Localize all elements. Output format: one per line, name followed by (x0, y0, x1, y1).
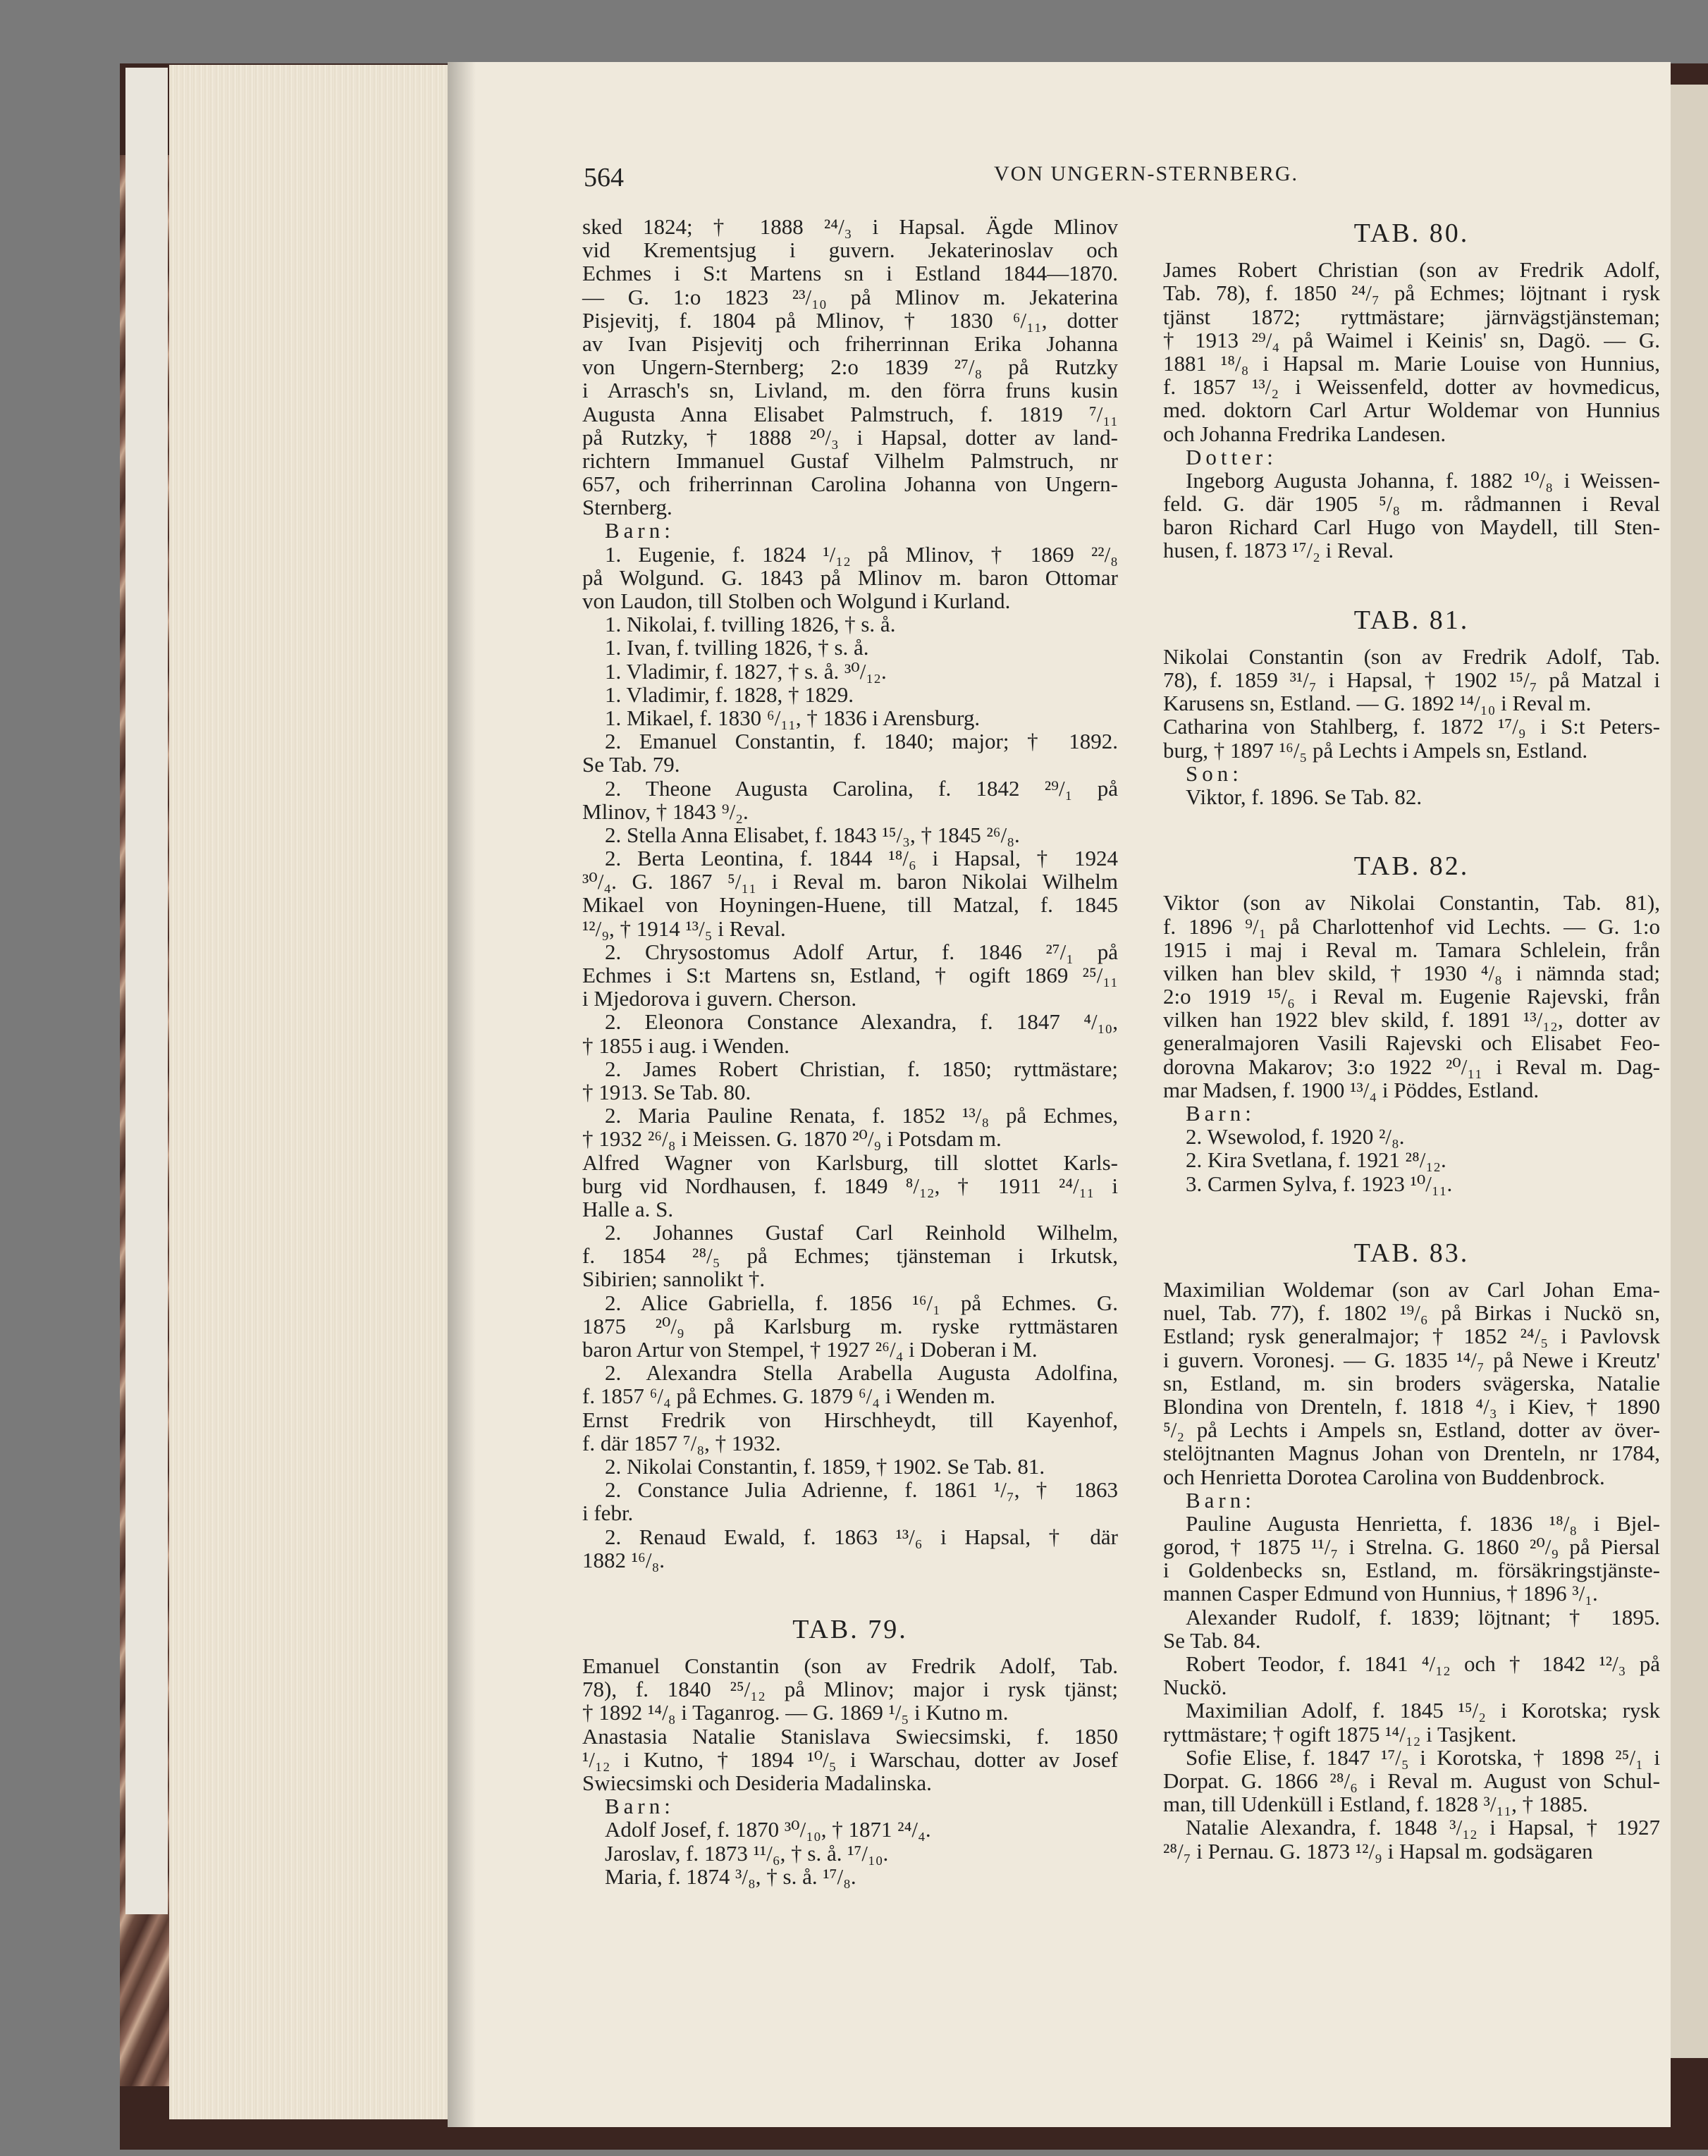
text-line: i Goldenbecks sn, Estland, m. försäkringstjänste- (1163, 1558, 1660, 1583)
text-line: Adolf Josef, f. 1870 ³⁰/₁₀, † 1871 ²⁴/₄. (605, 1817, 931, 1842)
text-line: nuel, Tab. 77), f. 1802 ¹⁹/₆ på Birkas i Nuckö sn, (1163, 1300, 1660, 1326)
spine-edge (125, 68, 168, 1914)
text-line: † 1932 ²⁶/₈ i Meissen. G. 1870 ²⁰/₉ i Potsdam m. (582, 1126, 1002, 1152)
tab81-title: TAB. 81. (1353, 605, 1470, 635)
spacer (1163, 808, 1660, 855)
text-line: Ingeborg Augusta Johanna, f. 1882 ¹⁰/₈ i Weissen- (1186, 467, 1660, 493)
text-line: baron Richard Carl Hugo von Maydell, till Sten- (1163, 515, 1660, 540)
text-line: — G. 1:o 1823 ²³/₁₀ på Mlinov m. Jekaterina (582, 284, 1118, 309)
text-line: ²⁸/₇ i Pernau. G. 1873 ¹²/₉ i Hapsal m. godsägaren (1163, 1838, 1593, 1864)
text-line: på Wolgund. G. 1843 på Mlinov m. baron Ottomar (582, 565, 1118, 590)
text-line: Maximilian Woldemar (son av Carl Johan Ema- (1163, 1277, 1660, 1302)
text-line: 2. Alexandra Stella Arabella Augusta Adolfina, (605, 1360, 1118, 1386)
text-line: ⁵/₂ på Lechts i Ampels sn, Estland, dotter av över- (1163, 1417, 1660, 1443)
text-line: Tab. 78), f. 1850 ²⁴/₇ på Echmes; löjtnant i rysk (1163, 281, 1660, 306)
text-line: 1882 ¹⁶/₈. (582, 1547, 665, 1572)
text-line: Swiecsimski och Desideria Madalinska. (582, 1770, 932, 1796)
text-line: Augusta Anna Elisabet Palmstruch, f. 1819 ⁷/₁₁ (582, 401, 1118, 426)
text-line: Se Tab. 84. (1163, 1627, 1261, 1653)
text-line: 2. Wsewolod, f. 1920 ²/₈. (1186, 1124, 1405, 1150)
text-line: burg vid Nordhausen, f. 1849 ⁸/₁₂, † 1911 ²⁴/₁₁ i (582, 1173, 1118, 1198)
text-line: 78), f. 1840 ²⁵/₁₂ på Mlinov; major i rysk tjänst; (582, 1677, 1118, 1702)
text-line: i febr. (582, 1501, 634, 1526)
text-line: Son: (1186, 760, 1243, 786)
text-line: f. 1857 ¹³/₂ i Weissenfeld, dotter av hovmedicus, (1163, 374, 1660, 400)
text-line: man, till Udenküll i Estland, f. 1828 ³/₁₁, † 1885. (1163, 1792, 1588, 1817)
tab83-title: TAB. 83. (1353, 1238, 1470, 1268)
text-line: 2. Eleonora Constance Alexandra, f. 1847 ⁴/₁₀, (605, 1009, 1118, 1035)
text-line: vid Krementsjug i guvern. Jekaterinoslav och (582, 238, 1118, 263)
text-line: 2. Theone Augusta Carolina, f. 1842 ²⁹/₁ på (605, 775, 1118, 801)
spacer (1163, 562, 1660, 609)
text-line: i guvern. Voronesj. — G. 1835 ¹⁴/₇ på Newe i Kreutz' (1163, 1347, 1660, 1372)
text-line: 1875 ²⁰/₉ på Karlsburg m. ryske ryttmästaren (582, 1313, 1118, 1338)
tab79-text (582, 1654, 1118, 1888)
text-line: 78), f. 1859 ³¹/₇ i Hapsal, † 1902 ¹⁵/₇ på Matzal i (1163, 667, 1660, 693)
text-line: stelöjtnanten Magnus Johan von Drenteln, nr 1784, (1163, 1441, 1660, 1466)
text-line: Robert Teodor, f. 1841 ⁴/₁₂ och † 1842 ¹²/₃ på (1186, 1651, 1660, 1676)
tab83-text (1163, 1278, 1660, 1863)
text-line: Maria, f. 1874 ³/₈, † s. å. ¹⁷/₈. (605, 1864, 856, 1889)
page-number: 564 (584, 163, 624, 192)
text-line: Blondina von Drenteln, f. 1818 ⁴/₃ i Kiev, † 1890 (1163, 1393, 1660, 1419)
left-column (582, 215, 1118, 1888)
text-line: ryttmästare; † ogift 1875 ¹⁴/₁₂ i Tasjkent. (1163, 1721, 1517, 1747)
text-line: burg, † 1897 ¹⁶/₅ på Lechts i Ampels sn, Estland. (1163, 737, 1588, 763)
text-line: 2. Emanuel Constantin, f. 1840; major; † 1892. (605, 729, 1118, 754)
text-line: ³⁰/₄. G. 1867 ⁵/₁₁ i Reval m. baron Nikolai Wilhelm (582, 869, 1118, 894)
text-line: f. där 1857 ⁷/₈, † 1932. (582, 1430, 781, 1455)
text-line: Sofie Elise, f. 1847 ¹⁷/₅ i Korotska, † 1898 ²⁵/₁ i (1186, 1744, 1660, 1770)
text-line: Alexander Rudolf, f. 1839; löjtnant; † 1895. (1186, 1604, 1660, 1630)
text-line: Barn: (1186, 1487, 1255, 1513)
text-line: 2. Maria Pauline Renata, f. 1852 ¹³/₈ på Echmes, (605, 1103, 1118, 1128)
text-line: ¹²/₉, † 1914 ¹³/₅ i Reval. (582, 916, 786, 941)
text-line: 2. Kira Svetlana, f. 1921 ²⁸/₁₂. (1186, 1147, 1446, 1173)
text-line: James Robert Christian (son av Fredrik Adolf, (1163, 257, 1660, 283)
text-line: 1. Vladimir, f. 1828, † 1829. (605, 682, 854, 707)
text-line: von Laudon, till Stolben och Wolgund i Kurland. (582, 589, 1011, 613)
text-line: Emanuel Constantin (son av Fredrik Adolf, Tab. (582, 1653, 1118, 1679)
text-line: av Ivan Pisjevitj och friherrinnan Erika Johanna (582, 331, 1118, 356)
text-line: von Ungern-Sternberg; 2:o 1839 ²⁷/₈ på Rutzky (582, 355, 1118, 380)
text-line: 1. Mikael, f. 1830 ⁶/₁₁, † 1836 i Arensburg. (605, 705, 981, 730)
text-line: och Henrietta Dorotea Carolina von Buddenbrock. (1163, 1464, 1605, 1489)
text-line: Echmes i S:t Martens sn, Estland, † ogift 1869 ²⁵/₁₁ (582, 963, 1118, 987)
text-line: Mikael von Hoyningen-Huene, till Matzal, f. 1845 (582, 892, 1118, 918)
text-line: Halle a. S. (582, 1196, 674, 1221)
text-line: 657, och friherrinnan Carolina Johanna von Ungern- (582, 472, 1118, 497)
text-line: 1. Nikolai, f. tvilling 1826, † s. å. (605, 612, 896, 637)
text-line: Sternberg. (582, 495, 672, 520)
tab82-text (1163, 891, 1660, 1195)
text-line: 3. Carmen Sylva, f. 1923 ¹⁰/₁₁. (1186, 1171, 1453, 1196)
text-line: Sibirien; sannolikt †. (582, 1267, 766, 1292)
text-line: feld. G. där 1905 ⁵/₈ m. rådmannen i Reval (1163, 491, 1660, 517)
text-line: Maximilian Adolf, f. 1845 ¹⁵/₂ i Korotska; rysk (1186, 1698, 1660, 1723)
text-line: 1881 ¹⁸/₈ i Hapsal m. Marie Louise von Hunnius, (1163, 350, 1660, 376)
text-line: 1. Vladimir, f. 1827, † s. å. ³⁰/₁₂. (605, 658, 887, 684)
text-line: 1. Eugenie, f. 1824 ¹/₁₂ på Mlinov, † 1869 ²²/₈ (605, 541, 1118, 567)
text-line: 2. Johannes Gustaf Carl Reinhold Wilhelm, (605, 1220, 1118, 1245)
text-line: Barn: (1186, 1101, 1255, 1126)
text-line: † 1913 ²⁹/₄ på Waimel i Keinis' sn, Dagö. — G. (1163, 327, 1660, 352)
text-line: Estland; rysk generalmajor; † 1852 ²⁴/₅ i Pavlovsk (1163, 1324, 1660, 1349)
text-line: † 1855 i aug. i Wenden. (582, 1033, 790, 1058)
text-line: 2. Stella Anna Elisabet, f. 1843 ¹⁵/₃, † 1845 ²⁶/₈. (605, 822, 1020, 847)
text-line: Dotter: (1186, 444, 1277, 469)
text-line: 2. Berta Leontina, f. 1844 ¹⁸/₆ i Hapsal, † 1924 (605, 846, 1118, 871)
text-line: gorod, † 1875 ¹¹/₇ i Strelna. G. 1860 ²⁰/₉ på Piersal (1163, 1534, 1660, 1560)
text-line: f. 1896 ⁹/₁ på Charlottenhof vid Lechts. — G. 1:o (1163, 913, 1660, 939)
text-line: Alfred Wagner von Karlsburg, till slottet Karls- (582, 1150, 1118, 1175)
tab81-text (1163, 645, 1660, 808)
text-line: Viktor (son av Nikolai Constantin, Tab. 81), (1163, 890, 1660, 916)
text-line: 2. Alice Gabriella, f. 1856 ¹⁶/₁ på Echmes. G. (605, 1290, 1118, 1315)
tab80-text (1163, 258, 1660, 562)
text-line: och Johanna Fredrika Landesen. (1163, 421, 1446, 446)
text-line: baron Artur von Stempel, † 1927 ²⁶/₄ i Doberan i M. (582, 1337, 1038, 1362)
text-line: Karusens sn, Estland. — G. 1892 ¹⁴/₁₀ i Reval m. (1163, 691, 1592, 716)
text-line: Catharina von Stahlberg, f. 1872 ¹⁷/₉ i S:t Peters- (1163, 714, 1660, 739)
running-head: VON UNGERN-STERNBERG. (994, 162, 1298, 185)
text-line: Pauline Augusta Henrietta, f. 1836 ¹⁸/₈ i Bjel- (1186, 1510, 1660, 1536)
text-line: dorovna Makarov; 3:o 1922 ²⁰/₁₁ i Reval m. Dag- (1163, 1054, 1660, 1079)
text-line: Se Tab. 79. (582, 752, 680, 777)
text-line: Barn: (605, 1794, 675, 1819)
text-line: mannen Casper Edmund von Hunnius, † 1896 ³/₁. (1163, 1581, 1598, 1606)
text-line: med. doktorn Carl Artur Woldemar von Hunnius (1163, 398, 1660, 423)
spacer (1163, 1195, 1660, 1242)
text-line: Nikolai Constantin (son av Fredrik Adolf, Tab. (1163, 643, 1660, 669)
text-line: richtern Immanuel Gustaf Vilhelm Palmstruch, nr (582, 448, 1118, 473)
text-line: 2. James Robert Christian, f. 1850; ryttmästare; (605, 1056, 1118, 1081)
text-line: vilken han 1922 blev skild, f. 1891 ¹³/₁₂, dotter av (1163, 1007, 1660, 1033)
text-line: Nuckö. (1163, 1675, 1227, 1700)
right-column (1163, 218, 1660, 1864)
text-line: Anastasia Natalie Stanislava Swiecsimski, f. 1850 (582, 1723, 1118, 1749)
tab82-title: TAB. 82. (1353, 851, 1470, 882)
text-line: vilken han blev skild, † 1930 ⁴/₈ i nämnda stad; (1163, 960, 1660, 985)
tab79-title: TAB. 79. (792, 1614, 908, 1644)
text-line: † 1892 ¹⁴/₈ i Taganrog. — G. 1869 ¹/₅ i Kutno m. (582, 1700, 1009, 1725)
text-line: i Mjedorova i guvern. Cherson. (582, 986, 857, 1011)
tab80-title: TAB. 80. (1353, 218, 1470, 248)
text-line: mar Madsen, f. 1900 ¹³/₄ i Pöddes, Estland. (1163, 1077, 1540, 1102)
spacer (582, 1572, 1118, 1618)
text-line: på Rutzky, † 1888 ²⁰/₃ i Hapsal, dotter av land- (582, 424, 1118, 450)
text-line: Dorpat. G. 1866 ²⁸/₆ i Reval m. August von Schul- (1163, 1768, 1660, 1793)
text-line: 2:o 1919 ¹⁵/₆ i Reval m. Eugenie Rajevski, från (1163, 984, 1660, 1009)
text-line: 1915 i maj i Reval m. Tamara Schlelein, från (1163, 937, 1660, 962)
text-line: i Arrasch's sn, Livland, m. den förra fruns kusin (582, 378, 1118, 403)
text-line: tjänst 1872; ryttmästare; järnvägstjänsteman; (1163, 304, 1660, 329)
text-line: 2. Nikolai Constantin, f. 1859, † 1902. Se Tab. 81. (605, 1453, 1045, 1479)
text-line: husen, f. 1873 ¹⁷/₂ i Reval. (1163, 538, 1394, 563)
right-page-edge (1671, 85, 1708, 2058)
text-line: Natalie Alexandra, f. 1848 ³/₁₂ i Hapsal, † 1927 (1186, 1815, 1660, 1840)
text-line: Barn: (605, 518, 675, 543)
text-line: Jaroslav, f. 1873 ¹¹/₆, † s. å. ¹⁷/₁₀. (605, 1840, 889, 1866)
text-line: f. 1854 ²⁸/₅ på Echmes; tjänsteman i Irkutsk, (582, 1243, 1118, 1269)
left-column-text (582, 215, 1118, 1572)
text-line: Mlinov, † 1843 ⁹/₂. (582, 799, 749, 824)
text-line: sn, Estland, m. sin broders svägerska, Natalie (1163, 1370, 1660, 1396)
text-line: 2. Constance Julia Adrienne, f. 1861 ¹/₇, † 1863 (605, 1477, 1118, 1503)
text-line: ¹/₁₂ i Kutno, † 1894 ¹⁰/₅ i Warschau, dotter av Josef (582, 1747, 1118, 1772)
text-line: f. 1857 ⁶/₄ på Echmes. G. 1879 ⁶/₄ i Wenden m. (582, 1384, 996, 1409)
text-line: † 1913. Se Tab. 80. (582, 1079, 751, 1104)
text-line: 1. Ivan, f. tvilling 1826, † s. å. (605, 635, 869, 660)
text-line: Pisjevitj, f. 1804 på Mlinov, † 1830 ⁶/₁₁, dotter (582, 307, 1118, 333)
page-gutter-shadow (448, 62, 476, 2127)
text-line: generalmajoren Vasili Rajevski och Elisabet Feo- (1163, 1030, 1660, 1056)
page-stack-edges (169, 65, 448, 2119)
text-line: sked 1824; † 1888 ²⁴/₃ i Hapsal. Ägde Mlinov (582, 214, 1118, 239)
text-line: 2. Renaud Ewald, f. 1863 ¹³/₆ i Hapsal, † där (605, 1524, 1118, 1549)
text-line: Echmes i S:t Martens sn i Estland 1844—1870. (582, 261, 1118, 286)
text-line: Viktor, f. 1896. Se Tab. 82. (1186, 784, 1423, 809)
text-line: Ernst Fredrik von Hirschheydt, till Kayenhof, (582, 1407, 1118, 1432)
text-line: 2. Chrysostomus Adolf Artur, f. 1846 ²⁷/₁ på (605, 939, 1118, 964)
